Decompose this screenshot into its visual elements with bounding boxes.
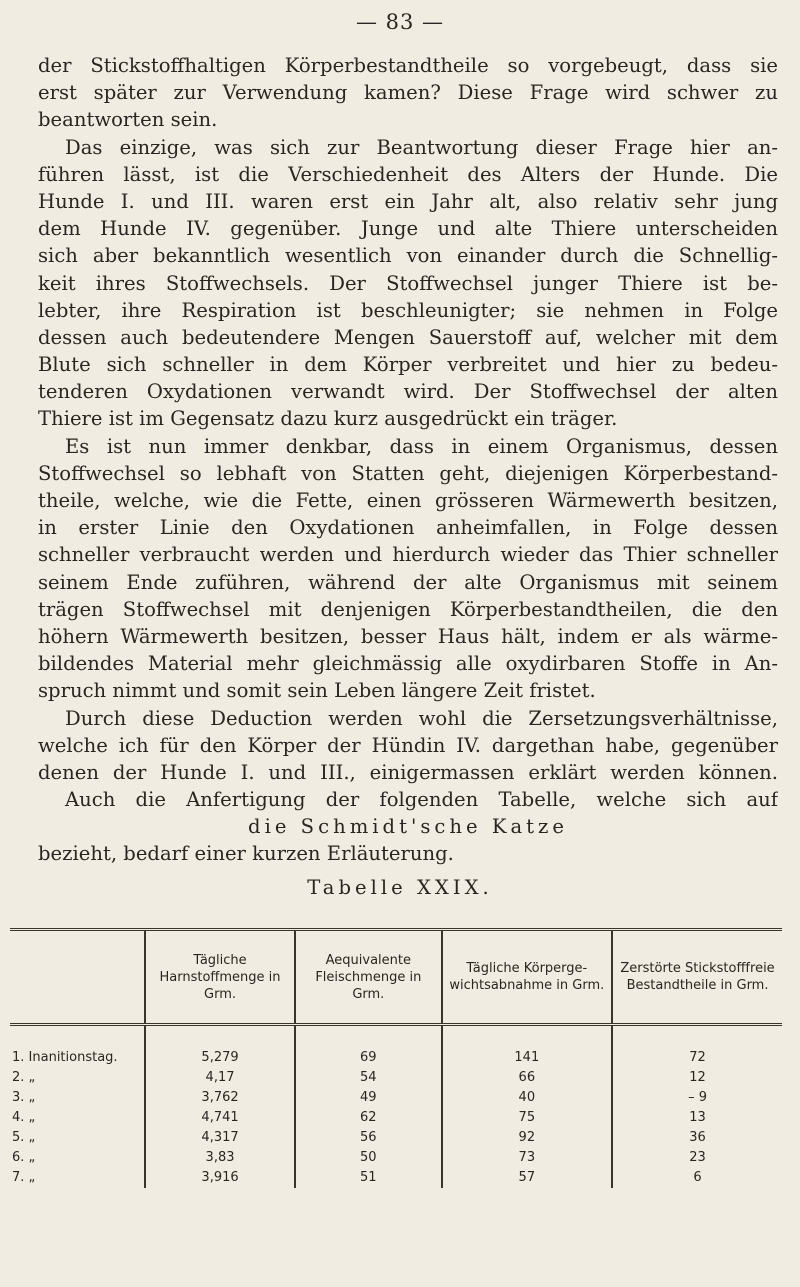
table-cell: 1. Inanitionstag. [12,1050,118,1065]
table-cell: 69 [295,1025,442,1069]
table-cell: 7. „ [12,1170,36,1185]
table-cell: 12 [612,1068,782,1088]
table-cell: 6 [612,1168,782,1188]
column-header: Tägliche Körperge-wichtsabnahme in Grm. [442,931,613,1025]
table-cell: 4,17 [145,1068,295,1088]
table-cell: 4,741 [145,1108,295,1128]
table-row [10,1088,782,1108]
text-line: der Stickstoffhaltigen Körperbestandtheile so vorgebeugt, dass sie [38,54,778,77]
table-row [10,1025,782,1069]
column-header: Zerstörte Stickstofffreie Bestandtheile in Grm. [612,931,782,1025]
table-cell: 3. „ [12,1090,36,1105]
text-line: Hunde I. und III. waren erst ein Jahr alt, also relativ sehr jung [38,189,778,213]
text-line: bezieht, bedarf einer kurzen Erläuterung. [38,842,454,866]
text-line: in erster Linie den Oxydationen anheimfallen, in Folge dessen [38,516,778,540]
table-row [10,1128,782,1148]
table-cell: 6. „ [12,1150,36,1165]
text-line: lebter, ihre Respiration ist beschleunigter; sie nehmen in Folge [38,298,778,322]
table-cell: – 9 [612,1088,782,1108]
table-row [10,1068,782,1088]
text-line: Durch diese Deduction werden wohl die Zersetzungsverhältnisse, [65,706,778,730]
text-line: schneller verbraucht werden und hierdurch wieder das Thier schneller [38,543,778,567]
table-cell: 62 [295,1108,442,1128]
column-header [10,931,145,1025]
body-text [38,52,778,868]
text-line: beantworten sein. [38,108,218,132]
text-line: denen der Hunde I. und III., einigermassen erklärt werden können. [38,760,778,784]
table [10,931,782,1188]
text-line: sich aber bekanntlich wesentlich von einander durch die Schnellig- [38,244,778,268]
text-line: Auch die Anfertigung der folgenden Tabelle, welche sich auf [65,788,778,812]
text-line: Thiere ist im Gegensatz dazu kurz ausgedrückt ein träger. [38,407,618,431]
text-line: keit ihres Stoffwechsels. Der Stoffwechsel junger Thiere ist be- [38,271,778,295]
text-line: Es ist nun immer denkbar, dass in einem Organismus, dessen [65,434,778,458]
table-cell: 50 [295,1148,442,1168]
table-cell: 51 [295,1168,442,1188]
table-cell: 56 [295,1128,442,1148]
data-table [10,928,782,1188]
text-line: theile, welche, wie die Fette, einen grösseren Wärmewerth besitzen, [38,489,778,512]
table-cell: 54 [295,1068,442,1088]
table-cell: 5,279 [145,1025,295,1069]
text-line: welche ich für den Körper der Hündin IV. dargethan habe, gegenüber [38,733,778,757]
text-line: seinem Ende zuführen, während der alte Organismus mit seinem [38,570,778,594]
column-header: Aequivalente Fleischmenge in Grm. [295,931,442,1025]
text-line: Stoffwechsel so lebhaft von Statten geht, diejenigen Körperbestand- [38,461,778,485]
table-cell: 2. „ [12,1070,36,1085]
text-line: dem Hunde IV. gegenüber. Junge und alte Thiere unterscheiden [38,217,778,241]
table-cell: 92 [442,1128,613,1148]
text-line: führen lässt, ist die Verschiedenheit des Alters der Hunde. Die [38,162,778,186]
table-cell: 57 [442,1168,613,1188]
table-title: Tabelle XXIX. [307,876,493,899]
text-line: die Schmidt'sche Katze [248,815,568,839]
text-line: spruch nimmt und somit sein Leben längere Zeit fristet. [38,679,596,703]
text-line: dessen auch bedeutendere Mengen Sauerstoff auf, welcher mit dem [38,325,778,349]
table-cell: 4,317 [145,1128,295,1148]
table-header-row [10,931,782,1025]
table-cell: 3,916 [145,1168,295,1188]
text-line: erst später zur Verwendung kamen? Diese Frage wird schwer zu [38,81,778,105]
text-line: trägen Stoffwechsel mit denjenigen Körperbestandtheilen, die den [38,597,778,621]
table-cell: 40 [442,1088,613,1108]
table-cell: 72 [612,1025,782,1069]
table-row [10,1108,782,1128]
table-cell: 3,83 [145,1148,295,1168]
column-header: Tägliche Harnstoffmenge in Grm. [145,931,295,1025]
page-number: — 83 — [355,10,445,34]
text-line: bildendes Material mehr gleichmässig alle oxydirbaren Stoffe in An- [38,652,778,676]
text-line: tenderen Oxydationen verwandt wird. Der Stoffwechsel der alten [38,380,778,404]
text-line: Blute sich schneller in dem Körper verbreitet und hier zu bedeu- [38,353,778,377]
table-cell: 75 [442,1108,613,1128]
table-cell: 141 [442,1025,613,1069]
table-row [10,1148,782,1168]
table-cell: 49 [295,1088,442,1108]
table-row [10,1168,782,1188]
table-cell: 3,762 [145,1088,295,1108]
table-cell: 23 [612,1148,782,1168]
table-cell: 13 [612,1108,782,1128]
table-cell: 5. „ [12,1130,36,1145]
text-line: Das einzige, was sich zur Beantwortung dieser Frage hier an- [65,135,778,159]
table-cell: 66 [442,1068,613,1088]
table-cell: 73 [442,1148,613,1168]
table-cell: 36 [612,1128,782,1148]
text-line: höhern Wärmewerth besitzen, besser Haus hält, indem er als wärme- [38,624,778,648]
table-cell: 4. „ [12,1110,36,1125]
